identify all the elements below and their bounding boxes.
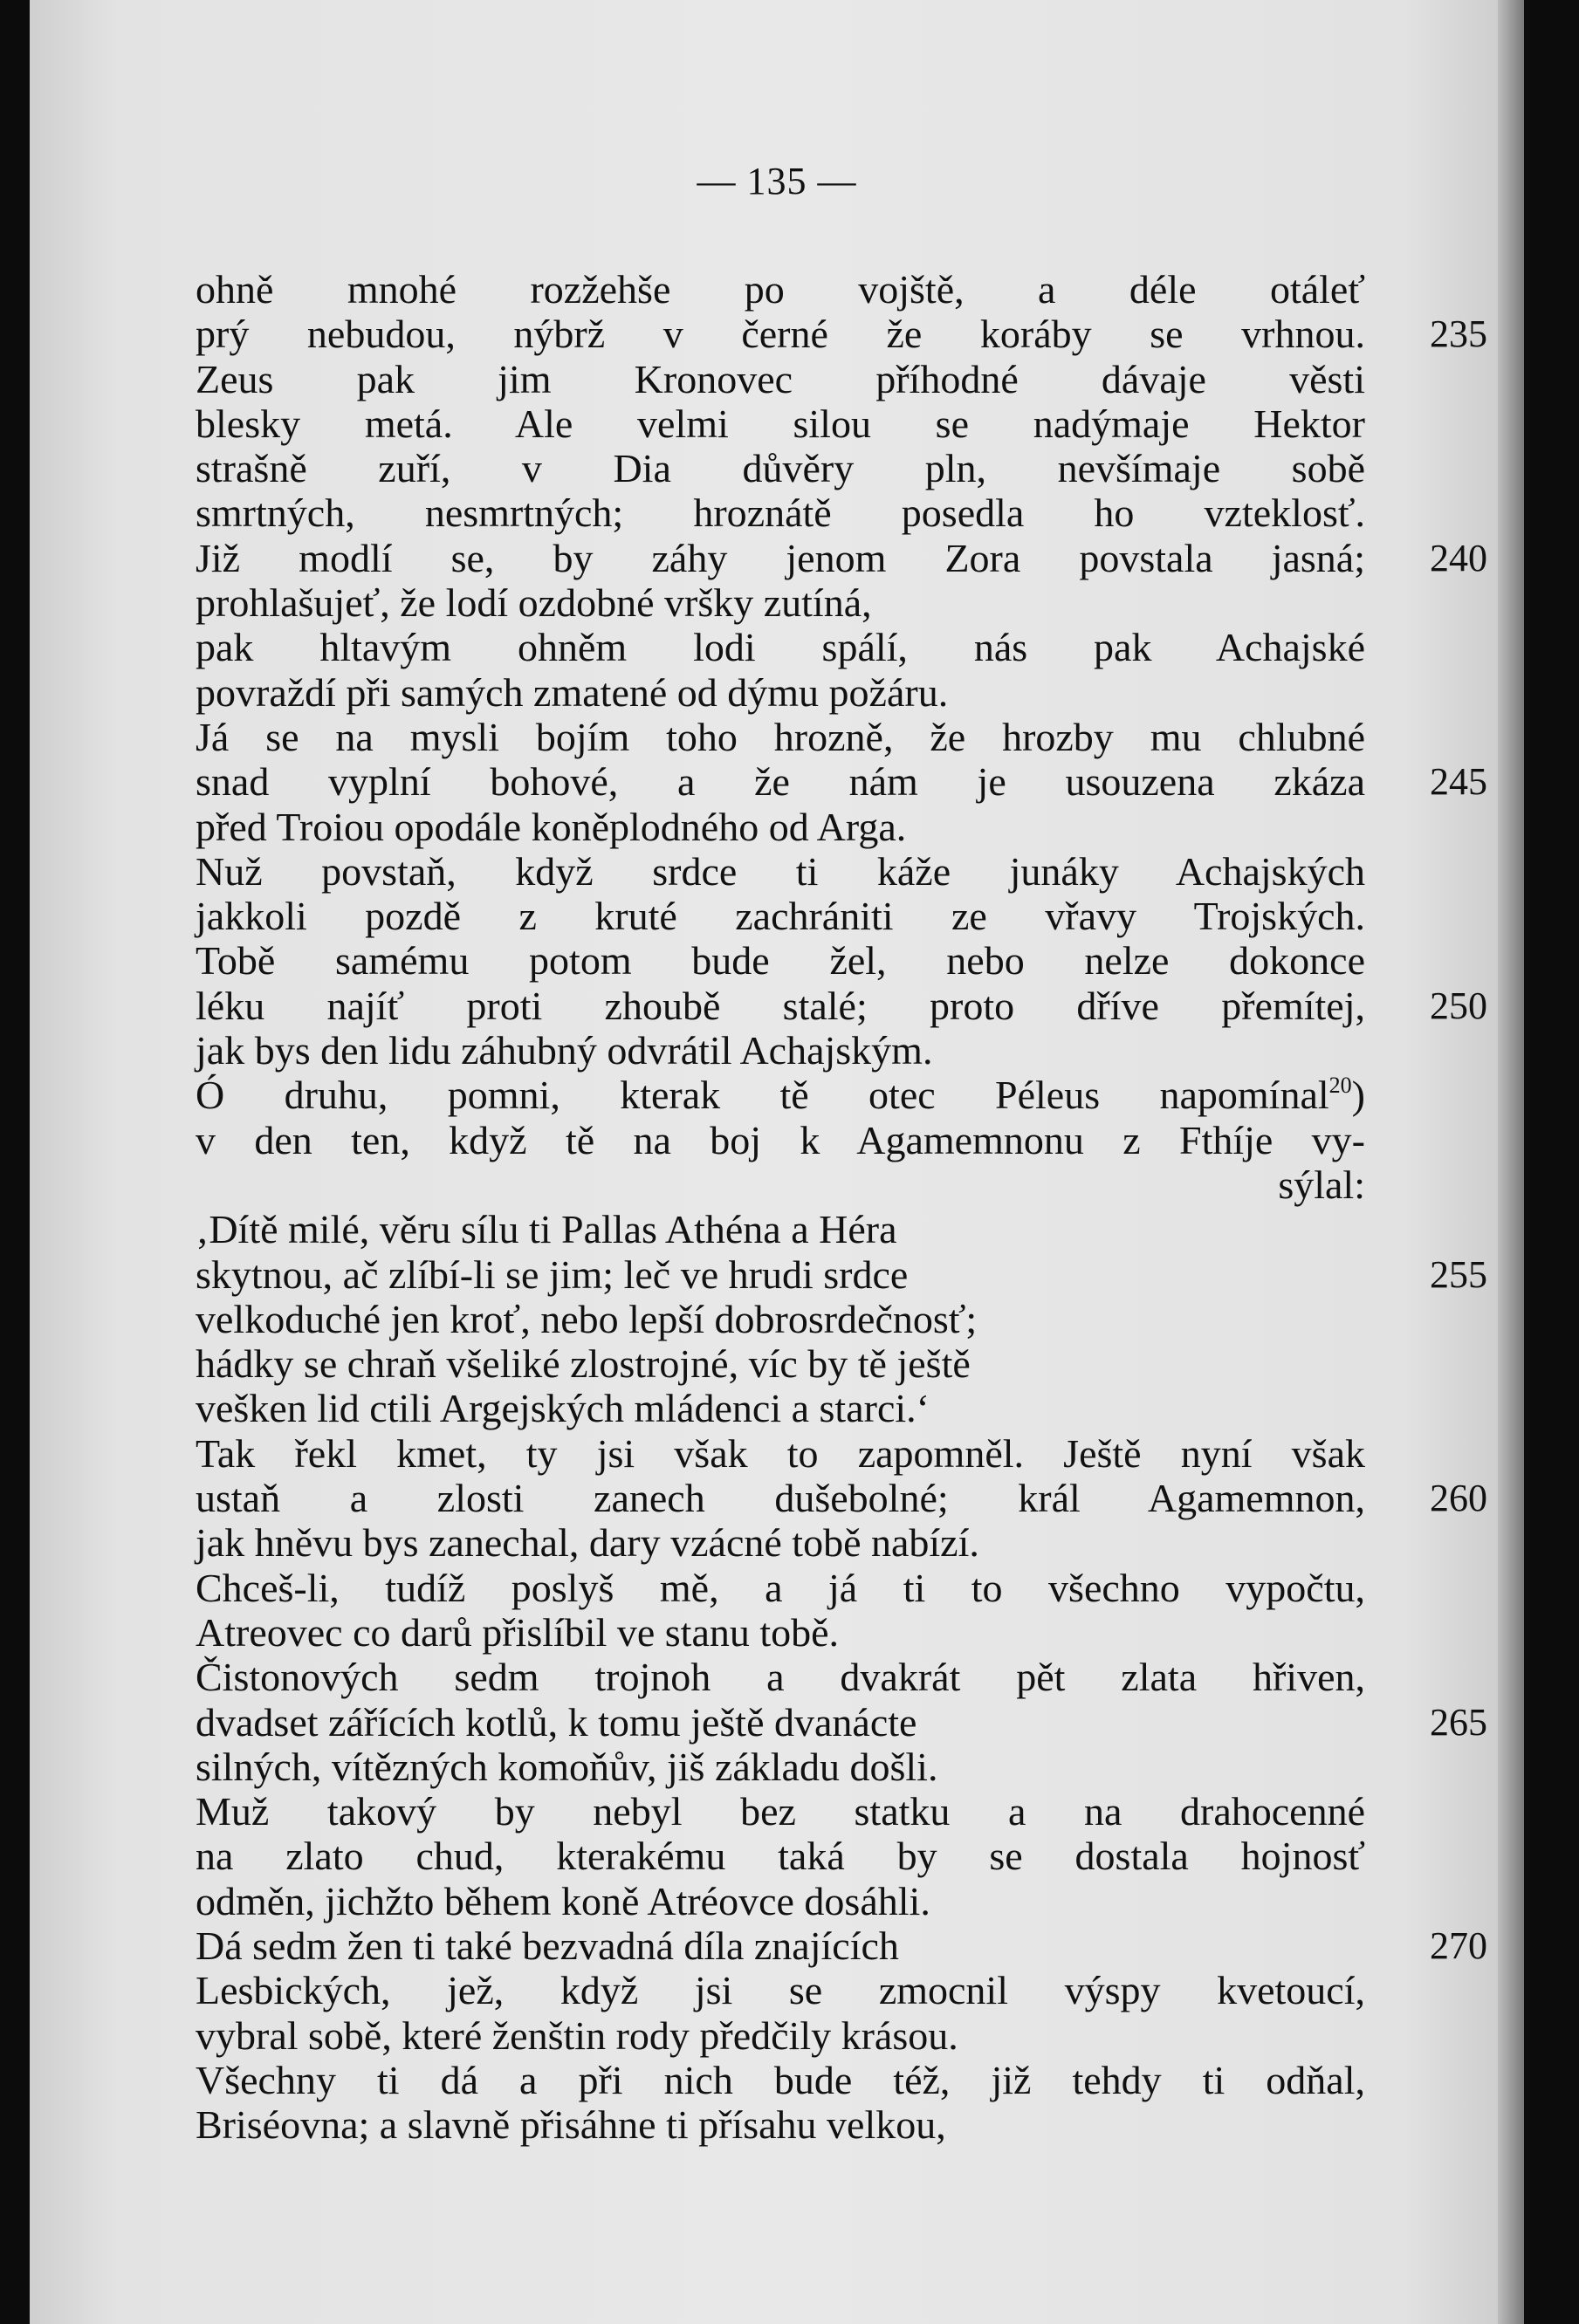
verse-line (196, 535, 1487, 580)
verse-text: prý nebudou, nýbrž v černé že koráby se vrhnou. (196, 312, 1365, 357)
verse-text: vešken lid ctili Argejských mládenci a starci.‘ (196, 1386, 930, 1431)
verse-line (196, 1566, 1365, 1610)
verse-text: povraždí při samých zmatené od dýmu požáru. (196, 669, 949, 715)
verse-text: jakkoli pozdě z kruté zachrániti ze vřavy Trojských. (196, 894, 1365, 939)
verse-line (196, 938, 1365, 983)
verse-line (196, 1118, 1365, 1162)
verse-text: hádky se chraň všeliké zlostrojné, víc by tě ještě (196, 1341, 971, 1387)
poem-text (196, 267, 1487, 2148)
verse-line (196, 1431, 1365, 1476)
verse-text: Zeus pak jim Kronovec příhodné dávaje věsti (196, 356, 1365, 401)
verse-line (196, 1923, 1487, 1968)
verse-text: Všechny ti dá a při nich bude též, již tehdy ti odňal, (196, 2057, 1365, 2102)
verse-line (196, 1834, 1365, 1878)
verse-line (196, 849, 1365, 894)
verse-text: Lesbických, jež, když jsi se zmocnil výspy kvetoucí, (196, 1968, 1365, 2013)
verse-text: Muž takový by nebyl bez statku a na drahocenné (196, 1789, 1365, 1834)
line-number: 245 (1430, 760, 1487, 804)
verse-line (196, 715, 1365, 759)
verse-line (196, 2013, 1365, 2058)
verse-text: blesky metá. Ale velmi silou se nadýmaje Hektor (196, 401, 1365, 446)
verse-line (196, 805, 1365, 849)
verse-line (196, 894, 1365, 938)
verse-line (196, 625, 1365, 669)
verse-text: Již modlí se, by záhy jenom Zora povstala jasná; (196, 535, 1365, 580)
verse-line (196, 1699, 1487, 1745)
page-edge-shadow (1498, 0, 1524, 2324)
verse-line (196, 1386, 1365, 1430)
verse-line (196, 490, 1365, 535)
verse-text: skytnou, ač zlíbí-li se jim; leč ve hrudi srdce (196, 1251, 909, 1297)
verse-line (196, 1968, 1365, 2012)
verse-text: dvadset zářících kotlů, k tomu ještě dvanácte (196, 1699, 917, 1745)
verse-text: Tobě samému potom bude žel, nebo nelze dokonce (196, 938, 1365, 984)
verse-text: pak hltavým ohněm lodi spálí, nás pak Achajské (196, 625, 1365, 670)
footnote-marker: 20 (1328, 1073, 1352, 1099)
verse-line (196, 670, 1365, 715)
verse-line (196, 1745, 1365, 1789)
verse-line (196, 1162, 1365, 1207)
verse-text-tail: ) (1351, 1073, 1365, 1118)
verse-text: Briséovna; a slavně přisáhne ti přísahu velkou, (196, 2102, 946, 2148)
verse-text: velkoduché jen kroť, nebo lepší dobrosrdečnosť; (196, 1296, 978, 1341)
verse-text: léku najíť proti zhoubě stalé; proto dříve přemítej, (196, 983, 1365, 1028)
line-number: 265 (1430, 1700, 1487, 1744)
verse-line (196, 1476, 1487, 1521)
verse-line (196, 983, 1487, 1028)
verse-line (196, 357, 1365, 401)
verse-line (196, 759, 1487, 805)
verse-text: Dá sedm žen ti také bezvadná díla znajících (196, 1923, 899, 1968)
verse-text: Tak řekl kmet, ty jsi však to zapomněl. Ještě nyní však (196, 1430, 1365, 1476)
verse-text: ‚Dítě milé, věru sílu ti Pallas Athéna a Héra (196, 1207, 897, 1252)
verse-text: Ó druhu, pomni, kterak tě otec Péleus napomínal (196, 1073, 1329, 1118)
verse-text: snad vyplní bohové, a že nám je usouzena zkáza (196, 759, 1365, 805)
verse-line (196, 1028, 1365, 1073)
verse-text: Chceš-li, tudíž poslyš mě, a já ti to všechno vypočtu, (196, 1565, 1365, 1610)
verse-text: jak bys den lidu záhubný odvrátil Achajským. (196, 1028, 933, 1073)
verse-line (196, 2058, 1365, 2102)
verse-text: smrtných, nesmrtných; hroznátě posedla ho vzteklosť. (196, 490, 1365, 536)
verse-text: ustaň a zlosti zanech dušebolné; král Agamemnon, (196, 1476, 1365, 1521)
verse-line (196, 1207, 1365, 1251)
verse-text: prohlašujeť, že lodí ozdobné vršky zutíná, (196, 580, 872, 626)
verse-text: Čistonových sedm trojnoh a dvakrát pět zlata hřiven, (196, 1655, 1365, 1700)
verse-line (196, 267, 1365, 312)
verse-line (196, 1251, 1487, 1297)
verse-text: vybral sobě, které ženštin rody předčily krásou. (196, 2012, 958, 2058)
line-number: 260 (1430, 1477, 1487, 1520)
verse-text: jak hněvu bys zanechal, dary vzácné tobě nabízí. (196, 1520, 979, 1566)
verse-text: sýlal: (1278, 1162, 1365, 1207)
verse-line (196, 1341, 1365, 1386)
line-number: 250 (1430, 984, 1487, 1027)
verse-line (196, 1655, 1365, 1699)
verse-line (196, 580, 1365, 625)
verse-text: Já se na mysli bojím toho hrozně, že hrozby mu chlubné (196, 714, 1365, 759)
verse-line (196, 446, 1365, 490)
verse-line (196, 312, 1487, 357)
verse-text: odměn, jichžto během koně Atréovce dosáhli. (196, 1878, 930, 1923)
verse-line (196, 401, 1365, 446)
verse-text: ohně mnohé rozžehše po vojště, a déle otáleť (196, 267, 1365, 312)
verse-text: Nuž povstaň, když srdce ti káže junáky Achajských (196, 848, 1365, 894)
verse-line (196, 1297, 1365, 1341)
verse-text: silných, vítězných komoňův, jiš základu došli. (196, 1744, 938, 1789)
verse-text: v den ten, když tě na boj k Agamemnonu z Fthíje vy- (196, 1117, 1365, 1162)
verse-text: strašně zuří, v Dia důvěry pln, nevšímaje sobě (196, 446, 1365, 491)
line-number: 270 (1430, 1923, 1487, 1967)
verse-line (196, 2102, 1365, 2147)
line-number: 235 (1430, 312, 1487, 356)
page-number: — 135 — (697, 160, 857, 202)
verse-line (196, 1073, 1365, 1117)
verse-line (196, 1520, 1365, 1565)
verse-text: na zlato chud, kterakému taká by se dostala hojnosť (196, 1834, 1365, 1879)
verse-line (196, 1610, 1365, 1655)
line-number: 255 (1430, 1252, 1487, 1296)
book-page (30, 0, 1524, 2324)
verse-line (196, 1789, 1365, 1834)
verse-line (196, 1879, 1365, 1923)
verse-text: Atreovec co darů přislíbil ve stanu tobě. (196, 1609, 840, 1655)
verse-text: před Troiou opodále koněplodného od Arga. (196, 804, 907, 849)
line-number: 240 (1430, 536, 1487, 579)
